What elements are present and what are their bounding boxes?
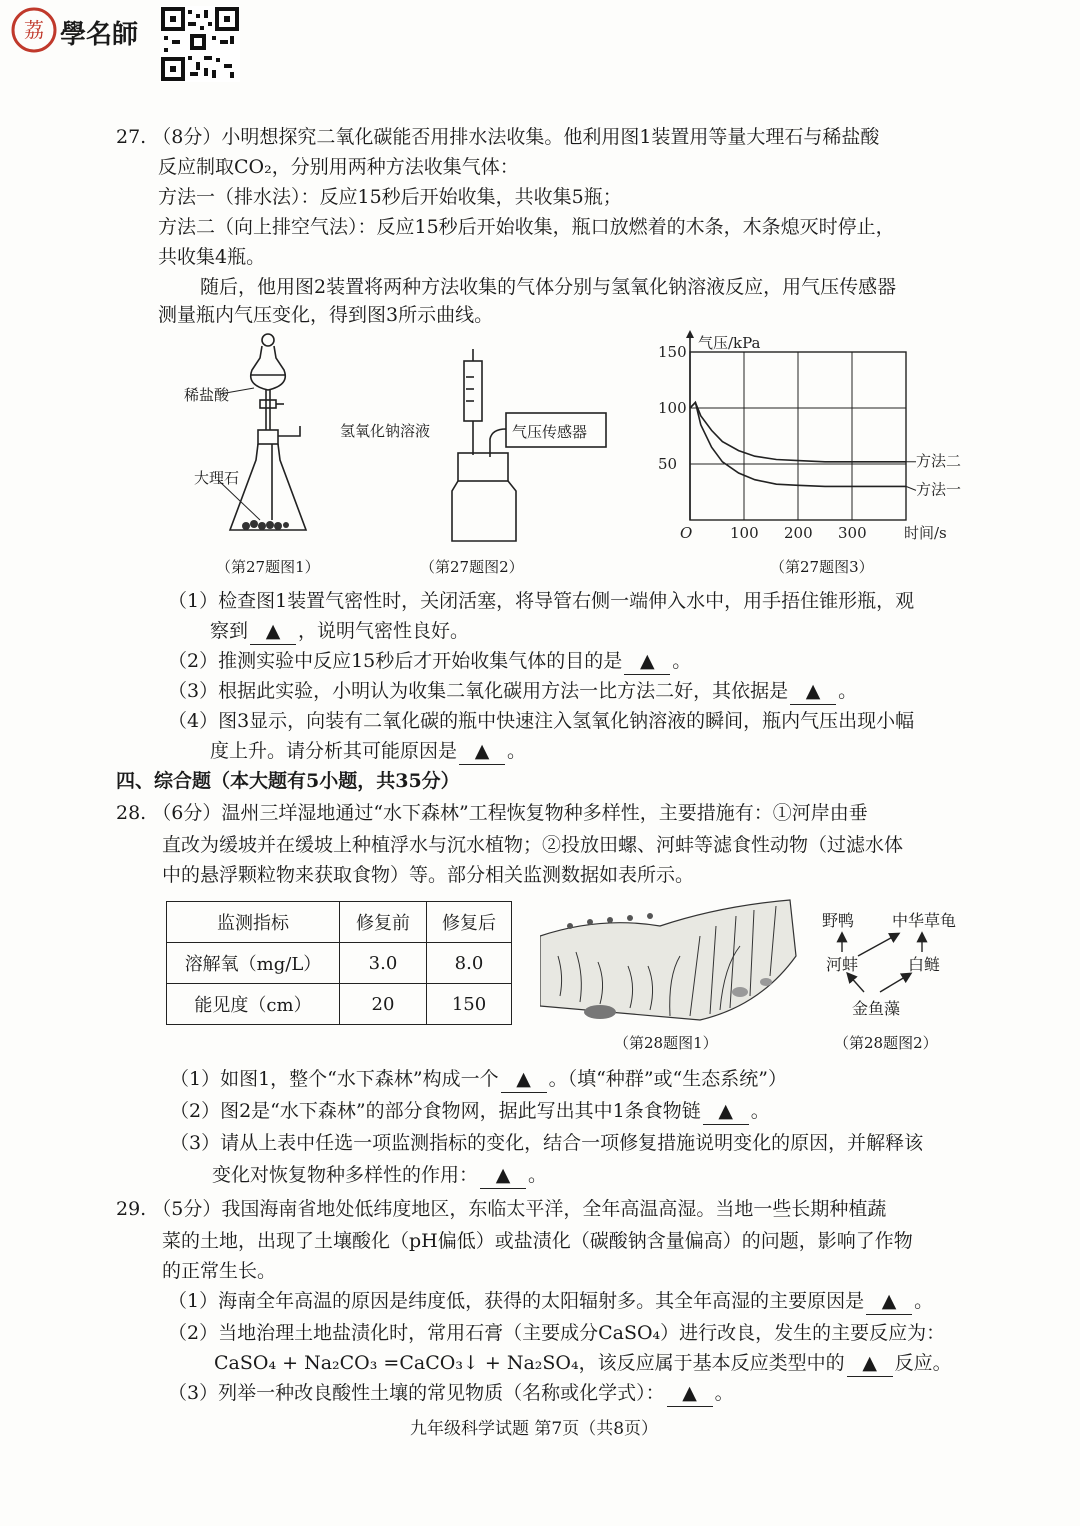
x-tick-label: 100 [730, 524, 759, 542]
q27-q1-line1: （1）检查图1装置气密性时，关闭活塞，将导管右侧一端伸入水中，用手捂住锥形瓶，观 [168, 590, 915, 612]
fig2-caption: （第27题图2） [420, 558, 524, 576]
table-cell: 150 [427, 984, 512, 1025]
q29-q3: （3）列举一种改良酸性土壤的常见物质（名称或化学式）： ▲ 。 [168, 1380, 734, 1407]
q29-q1: （1）海南全年高温的原因是纬度低，获得的太阳辐射多。其全年高湿的主要原因是 ▲ 。 [168, 1288, 933, 1315]
chart-axes [686, 330, 694, 520]
fig1-caption: （第27题图1） [216, 558, 320, 576]
table-header: 修复前 [340, 902, 427, 943]
chart-series [690, 402, 961, 498]
answer-blank[interactable]: ▲ [703, 1098, 749, 1125]
table-row [167, 984, 512, 1025]
table-header: 修复后 [427, 902, 512, 943]
y-axis-arrow [686, 330, 694, 338]
q27-q4-line1: （4）图3显示，向装有二氧化碳的瓶中快速注入氢氧化钠溶液的瞬间，瓶内气压出现小幅 [168, 710, 915, 732]
chart-ylabel: 气压/kPa [698, 334, 761, 352]
q27-intro-2: 方法一（排水法）：反应15秒后开始收集，共收集5瓶； [158, 186, 622, 208]
monitoring-table [166, 901, 512, 1025]
page-footer: 九年级科学试题 第7页（共8页） [410, 1419, 659, 1439]
table-cell: 8.0 [427, 943, 512, 984]
chart-grid [690, 352, 906, 520]
series-label-1: 方法二 [916, 451, 962, 470]
series-leader-2 [906, 486, 916, 490]
q29-intro-2: 的正常生长。 [162, 1260, 277, 1282]
fig3-caption: （第27题图3） [770, 558, 874, 576]
table-cell: 能见度（cm） [167, 984, 340, 1025]
table-header-row [167, 902, 512, 943]
q29-q2-line1: （2）当地治理土地盐渍化时，常用石膏（主要成分CaSO₄）进行改良，发生的主要反应为： [168, 1322, 946, 1344]
q27-q2: （2）推测实验中反应15秒后才开始收集气体的目的是 ▲ 。 [168, 648, 691, 675]
q29-q2-line2: CaSO₄ + Na₂CO₃ =CaCO₃↓ + Na₂SO₄，该反应属于基本反应类型中的 ▲ 反应。 [214, 1350, 952, 1377]
foodweb-node-mussel: 河蚌 [826, 955, 859, 974]
q27-intro-3: 方法二（向上排空气法）：反应15秒后开始收集，瓶口放燃着的木条，木条熄灭时停止， [158, 216, 895, 238]
q27-intro-5: 随后，他用图2装置将两种方法收集的气体分别与氢氧化钠溶液反应，用气压传感器 [200, 276, 897, 298]
table-cell: 20 [340, 984, 427, 1025]
svg-text:荔: 荔 [24, 18, 44, 42]
q28-q1: （1）如图1，整个“水下森林”构成一个 ▲ 。（填“种群”或“生态系统”） [170, 1066, 787, 1093]
q27-q1-line2: 察到 ▲ ，说明气密性良好。 [210, 618, 469, 645]
foodweb-node-turtle: 中华草龟 [892, 911, 957, 930]
q27-intro-0: 27. （8分）小明想探究二氧化碳能否用排水法收集。他利用图1装置用等量大理石与稀盐酸 [116, 126, 880, 148]
q27-pressure-chart [640, 326, 970, 546]
foodweb-node-wild-duck: 野鸭 [822, 911, 855, 930]
q28-wetland-illustration [540, 896, 800, 1026]
answer-blank[interactable]: ▲ [459, 738, 505, 765]
label-pressure-sensor: 气压传感器 [512, 423, 588, 441]
q27-figure-1 [180, 330, 330, 545]
logo-text: 學名師 [60, 20, 139, 50]
q29-intro-1: 菜的土地，出现了土壤酸化（pH偏低）或盐渍化（碳酸钠含量偏高）的问题，影响了作物 [162, 1230, 913, 1252]
label-naoh: 氢氧化钠溶液 [340, 422, 431, 440]
x-tick-label: 200 [784, 524, 813, 542]
q28-q2: （2）图2是“水下森林”的部分食物网，据此写出其中1条食物链 ▲ 。 [170, 1098, 770, 1125]
chart-origin: O [680, 524, 693, 542]
label-marble: 大理石 [194, 469, 240, 487]
table-cell: 溶解氧（mg/L） [167, 943, 340, 984]
foodweb-node-hornwort: 金鱼藻 [852, 999, 901, 1018]
q28-fig2-caption: （第28题图2） [834, 1034, 938, 1052]
chart-xlabel: 时间/s [904, 524, 947, 542]
answer-blank[interactable]: ▲ [624, 648, 670, 675]
answer-blank[interactable]: ▲ [790, 678, 836, 705]
q28-q3-line2: 变化对恢复物种多样性的作用： ▲ 。 [212, 1162, 547, 1189]
foodweb-arrows [818, 926, 968, 1002]
section-title: 四、综合题（本大题有5小题，共35分） [116, 770, 460, 792]
answer-blank[interactable]: ▲ [667, 1380, 713, 1407]
seal-icon [10, 6, 58, 54]
q29-intro-0: 29. （5分）我国海南省地处低纬度地区，东临太平洋，全年高温高湿。当地一些长期种植蔬 [116, 1198, 887, 1220]
answer-blank[interactable]: ▲ [501, 1066, 547, 1093]
q28-intro-2: 中的悬浮颗粒物来获取食物）等。部分相关监测数据如表所示。 [162, 864, 695, 886]
q27-q4-line2: 度上升。请分析其可能原因是 ▲ 。 [210, 738, 526, 765]
table-cell: 3.0 [340, 943, 427, 984]
y-tick-label: 100 [658, 399, 687, 417]
answer-blank[interactable]: ▲ [866, 1288, 912, 1315]
x-tick-label: 300 [838, 524, 867, 542]
table-row [167, 943, 512, 984]
table-header: 监测指标 [167, 902, 340, 943]
answer-blank[interactable]: ▲ [250, 618, 296, 645]
y-tick-label: 50 [658, 455, 678, 473]
series-label-2: 方法一 [916, 480, 962, 499]
q28-intro-0: 28. （6分）温州三垟湿地通过“水下森林”工程恢复物种多样性，主要措施有：①河岸由垂 [116, 802, 868, 824]
logo [10, 6, 58, 58]
q27-intro-1: 反应制取CO₂，分别用两种方法收集气体： [158, 156, 519, 178]
q28-intro-1: 直改为缓坡并在缓坡上种植浮水与沉水植物；②投放田螺、河蚌等滤食性动物（过滤水体 [162, 834, 904, 856]
q27-intro-6: 测量瓶内气压变化，得到图3所示曲线。 [158, 304, 494, 326]
q28-q3-line1: （3）请从上表中任选一项监测指标的变化，结合一项修复措施说明变化的原因，并解释该 [170, 1132, 924, 1154]
foodweb-node-silver-carp: 白鲢 [908, 955, 941, 974]
label-dilute-hcl: 稀盐酸 [184, 386, 230, 404]
y-tick-label: 150 [658, 343, 687, 361]
q28-fig1-caption: （第28题图1） [614, 1034, 718, 1052]
q27-intro-4: 共收集4瓶。 [158, 246, 266, 268]
q27-q3: （3）根据此实验，小明认为收集二氧化碳用方法一比方法二好，其依据是 ▲ 。 [168, 678, 857, 705]
qr-code-icon [160, 6, 240, 82]
answer-blank[interactable]: ▲ [480, 1162, 526, 1189]
q27-figure-2 [440, 345, 610, 545]
answer-blank[interactable]: ▲ [847, 1350, 893, 1377]
